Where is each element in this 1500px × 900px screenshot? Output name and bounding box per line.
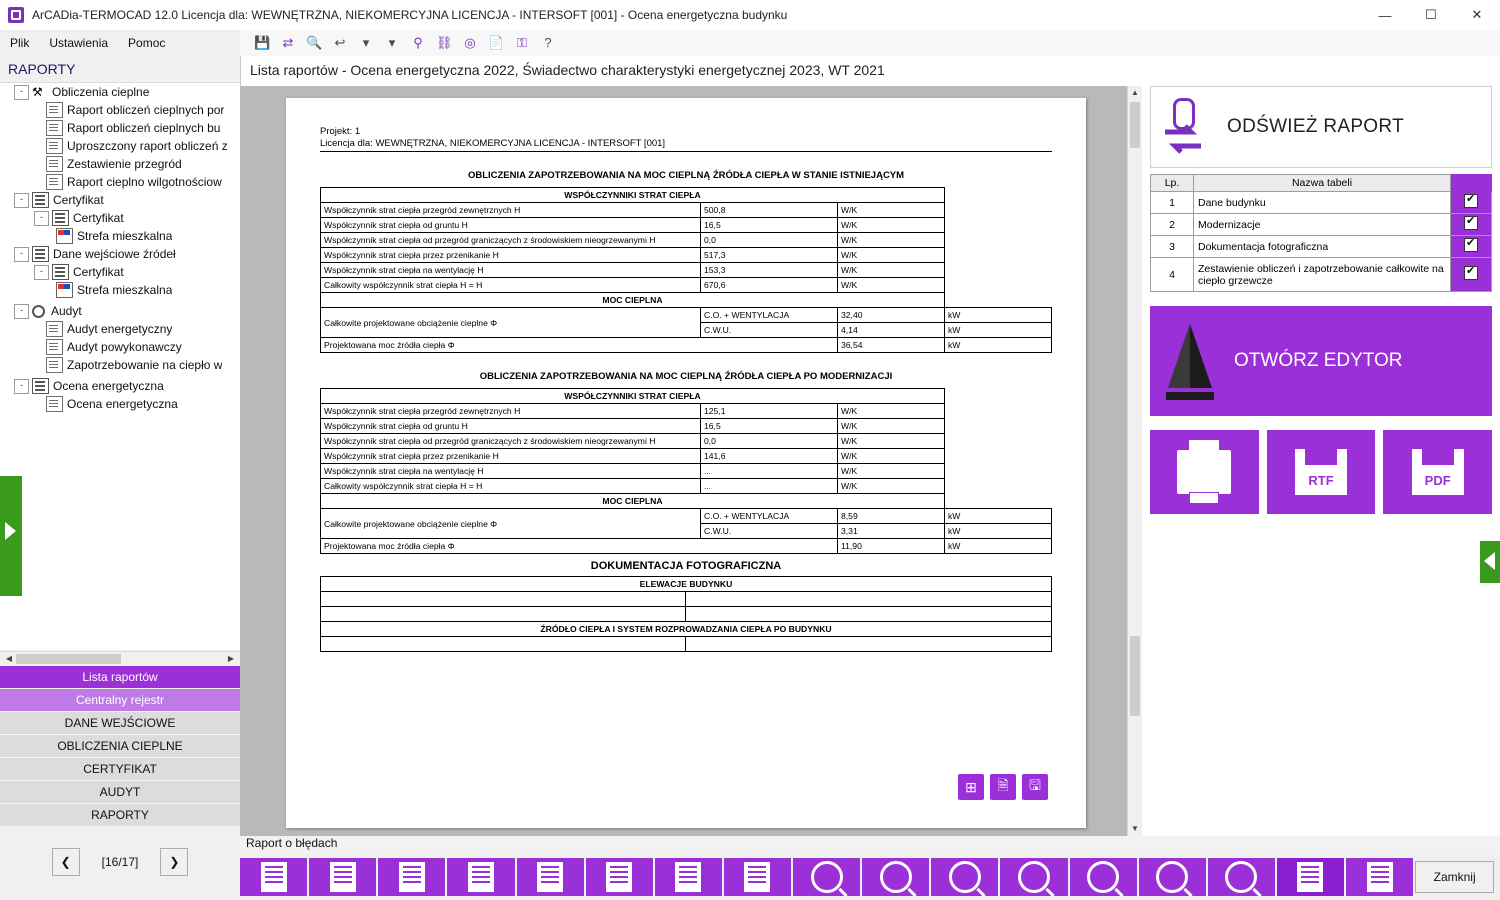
tree-item-label: Dane wejściowe źródeł — [53, 247, 176, 261]
document-icon — [1367, 862, 1393, 892]
pager — [0, 842, 240, 882]
report-table-2-button[interactable] — [517, 858, 584, 896]
chevron-down-icon[interactable]: ▾ — [362, 35, 370, 50]
tree-item[interactable] — [0, 191, 240, 209]
tree-item[interactable] — [0, 155, 240, 173]
document-preview[interactable] — [240, 86, 1142, 836]
report-tree[interactable] — [0, 82, 240, 650]
new-page-icon[interactable]: 🗎 — [990, 774, 1016, 800]
row-unit: W/K — [838, 203, 945, 218]
row-lp: 4 — [1151, 258, 1194, 292]
table-row — [321, 203, 1052, 218]
row-label: Całkowity współczynnik strat ciepła H = H — [321, 278, 701, 293]
rtf-file-icon — [1295, 449, 1347, 495]
row-value: 153,3 — [701, 263, 838, 278]
page-title: Lista raportów - Ocena energetyczna 2022, Świadectwo charakterystyki energetycznej 2023, WT 2021 — [240, 56, 1500, 86]
tree-item-label: Strefa mieszkalna — [77, 229, 173, 243]
table-existing-heat-loss — [320, 187, 1052, 353]
expander-icon[interactable]: - — [14, 85, 29, 100]
active-report-button[interactable] — [1277, 858, 1344, 896]
row-checkbox[interactable] — [1451, 192, 1492, 214]
tree-item-label: Audyt — [51, 304, 82, 318]
row-value: 670,6 — [701, 278, 838, 293]
report-doc-2-button[interactable] — [309, 858, 376, 896]
doc-icon — [46, 174, 63, 190]
row-label: Współczynnik strat ciepła od przegród graniczących z środowiskiem nieogrzewanymi H — [321, 233, 701, 248]
row-unit: W/K — [838, 479, 945, 494]
row-label: Całkowite projektowane obciążenie cieplne Φ — [321, 509, 701, 539]
link-icon[interactable]: ⛓ — [436, 35, 453, 50]
expander-icon[interactable]: - — [34, 265, 49, 280]
minimize-icon[interactable]: — — [1378, 7, 1392, 23]
app-icon — [8, 7, 24, 23]
row-value: 517,3 — [701, 248, 838, 263]
table-row — [321, 539, 1052, 554]
row-name: C.O. + WENTYLACJA — [701, 509, 838, 524]
search-icon — [32, 305, 45, 318]
tree-item[interactable] — [0, 119, 240, 137]
row-unit: kW — [945, 323, 1052, 338]
tree-item-label: Raport obliczeń cieplnych bu — [67, 121, 221, 135]
row-unit: kW — [945, 524, 1052, 539]
pdf-file-icon — [1412, 449, 1464, 495]
col-lp: Lp. — [1151, 175, 1194, 192]
magnifier-icon — [880, 861, 912, 893]
checkbox-icon[interactable] — [1464, 238, 1478, 252]
list-icon — [52, 210, 69, 226]
row-unit: W/K — [838, 233, 945, 248]
save-page-icon[interactable]: 🖫 — [1022, 774, 1048, 800]
scroll-left-icon[interactable]: ◀ — [5, 654, 13, 663]
row-value: 0,0 — [701, 233, 838, 248]
list-icon — [32, 246, 49, 262]
tree-item-label: Certyfikat — [53, 193, 104, 207]
last-report-button[interactable] — [1346, 858, 1413, 896]
tables-list[interactable] — [1150, 174, 1492, 292]
list-icon — [32, 378, 49, 394]
row-value: 3,31 — [838, 524, 945, 539]
table-modernized-heat-loss — [320, 388, 1052, 554]
table-icon — [606, 862, 632, 892]
tree-item[interactable] — [0, 173, 240, 191]
undo-icon[interactable]: ↩ — [334, 35, 346, 50]
row-unit: W/K — [838, 278, 945, 293]
tree-item[interactable] — [0, 320, 240, 338]
row-name: Dane budynku — [1194, 192, 1451, 214]
error-report-label: Raport o błędach — [240, 836, 1500, 854]
nav-item-certyfikat[interactable]: CERTYFIKAT — [0, 758, 240, 781]
table-row — [321, 637, 1052, 652]
close-button[interactable]: Zamknij — [1415, 861, 1494, 893]
tree-item-label: Zestawienie przegród — [67, 157, 182, 171]
row-name: Modernizacje — [1194, 214, 1451, 236]
row-unit: kW — [945, 338, 1052, 353]
project-label: Projekt: 1 — [320, 126, 361, 137]
table-row — [321, 419, 1052, 434]
document-icon[interactable]: 📄 — [488, 35, 505, 50]
document-icon — [330, 862, 356, 892]
row-label: Współczynnik strat ciepła od gruntu H — [321, 419, 701, 434]
scroll-right-icon[interactable]: ▶ — [227, 654, 235, 663]
prev-page-button[interactable]: ❮ — [52, 848, 80, 876]
report-doc-1-button[interactable] — [240, 858, 307, 896]
nav-item-raporty[interactable]: RAPORTY — [0, 804, 240, 827]
tree-item[interactable] — [0, 245, 240, 263]
export-rtf-button[interactable] — [1267, 430, 1376, 514]
row-name: Zestawienie obliczeń i zapotrzebowanie całkowite na ciepło grzewcze — [1194, 258, 1451, 292]
export-pdf-button[interactable] — [1383, 430, 1492, 514]
left-collapse-tab[interactable] — [0, 476, 22, 596]
next-page-button[interactable]: ❯ — [160, 848, 188, 876]
list-icon — [52, 264, 69, 280]
row-value: ... — [701, 464, 838, 479]
checkbox-icon[interactable] — [1464, 194, 1478, 208]
tree-item[interactable] — [0, 209, 240, 227]
magnifier-icon — [1087, 861, 1119, 893]
tree-item[interactable] — [0, 137, 240, 155]
tree-item-label: Audyt powykonawczy — [67, 340, 182, 354]
row-label: Całkowite projektowane obciążenie cieplne Φ — [321, 308, 701, 338]
magnifier-icon — [949, 861, 981, 893]
rtf-label: RTF — [1308, 473, 1334, 488]
doc-icon — [46, 321, 63, 337]
menu-item-plik[interactable]: Plik — [10, 36, 30, 50]
table-row — [321, 509, 1052, 524]
photo-cell — [321, 637, 686, 652]
photo-cell — [321, 592, 686, 607]
row-label: Współczynnik strat ciepła przez przenikanie H — [321, 248, 701, 263]
window-controls — [1362, 0, 1500, 30]
license-line: Licencja dla: WEWNĘTRZNA, NIEKOMERCYJNA LICENCJA - INTERSOFT [001] — [320, 138, 1052, 152]
preview-icon[interactable]: 🔍 — [306, 35, 323, 50]
doc-icon — [46, 357, 63, 373]
col-nazwa: Nazwa tabeli — [1194, 175, 1451, 192]
report-table-3-button[interactable] — [586, 858, 653, 896]
row-value: 500,8 — [701, 203, 838, 218]
list-icon — [744, 862, 770, 892]
row-unit: W/K — [838, 404, 945, 419]
table-header: WSPÓŁCZYNNIKI STRAT CIEPŁA — [321, 389, 945, 404]
table-header: MOC CIEPLNA — [321, 494, 945, 509]
table-row — [321, 278, 1052, 293]
pdf-label: PDF — [1424, 473, 1451, 488]
photo-cell — [321, 607, 686, 622]
list-icon — [32, 192, 49, 208]
table-header: ELEWACJE BUDYNKU — [321, 577, 1052, 592]
window-title: ArCADia-TERMOCAD 12.0 Licencja dla: WEWNĘTRZNA, NIEKOMERCYJNA LICENCJA - INTERSOFT [001] - Ocena energetyczna budynku — [32, 8, 788, 22]
refresh-report-icon — [1151, 92, 1221, 162]
row-unit: W/K — [838, 419, 945, 434]
tree-item-label: Certyfikat — [73, 265, 124, 279]
row-value: 11,90 — [838, 539, 945, 554]
add-page-icon[interactable]: ⊞ — [958, 774, 984, 800]
tree-item[interactable] — [0, 227, 240, 245]
nav-item-centralny-rejestr[interactable]: Centralny rejestr — [0, 689, 240, 712]
scroll-down-icon[interactable]: ▼ — [1131, 824, 1139, 833]
doc-icon — [46, 156, 63, 172]
table-row — [321, 233, 1052, 248]
lock-icon[interactable]: ⚿ — [517, 35, 527, 50]
panel-header: RAPORTY — [8, 61, 76, 77]
refresh-icon[interactable]: ⇄ — [282, 35, 294, 50]
bottom-toolbar — [240, 854, 1500, 900]
row-unit: W/K — [838, 464, 945, 479]
tree-horizontal-scrollbar[interactable] — [0, 651, 240, 666]
preview-4-button[interactable] — [1000, 858, 1067, 896]
magnifier-icon — [1018, 861, 1050, 893]
scroll-up-icon[interactable]: ▲ — [1131, 88, 1139, 97]
toolbar — [240, 30, 1500, 56]
row-value: ... — [701, 479, 838, 494]
expander-icon[interactable]: - — [14, 379, 29, 394]
preview-5-button[interactable] — [1070, 858, 1137, 896]
table-row — [1151, 258, 1492, 292]
document-icon — [261, 862, 287, 892]
title-bar — [0, 0, 1500, 31]
table-icon — [468, 862, 494, 892]
cycle-arrows-icon — [1161, 122, 1205, 156]
table-row — [321, 338, 1052, 353]
tool-icon: ⚒ — [32, 85, 43, 99]
tree-item-label: Strefa mieszkalna — [77, 283, 173, 297]
report-page — [286, 98, 1086, 828]
row-value: 141,6 — [701, 449, 838, 464]
tree-item[interactable] — [0, 101, 240, 119]
table-row — [1151, 192, 1492, 214]
tree-item-label: Certyfikat — [73, 211, 124, 225]
table-row — [321, 308, 1052, 323]
row-unit: kW — [945, 509, 1052, 524]
table-row — [321, 404, 1052, 419]
expander-icon[interactable]: - — [14, 193, 29, 208]
row-label: Projektowana moc źródła ciepła Φ — [321, 338, 838, 353]
tree-item-label: Audyt energetyczny — [67, 322, 173, 336]
row-label: Współczynnik strat ciepła od przegród graniczących z środowiskiem nieogrzewanymi H — [321, 434, 701, 449]
tree-item[interactable] — [0, 83, 240, 101]
close-icon[interactable]: ✕ — [1471, 7, 1483, 22]
chevron-right-icon — [5, 522, 16, 540]
page-action-buttons — [958, 774, 1048, 800]
tree-item[interactable] — [0, 263, 240, 281]
doc-icon — [46, 138, 63, 154]
tree-item-label: Zapotrzebowanie na ciepło w — [67, 358, 223, 372]
photo-cell — [686, 637, 1052, 652]
doc-icon — [46, 339, 63, 355]
row-value: 4,14 — [838, 323, 945, 338]
row-checkbox[interactable] — [1451, 258, 1492, 292]
expander-icon[interactable]: - — [34, 211, 49, 226]
row-unit: kW — [945, 308, 1052, 323]
refresh-report-label: ODŚWIEŻ RAPORT — [1227, 116, 1404, 137]
right-panel — [1142, 86, 1500, 836]
document-icon — [399, 862, 425, 892]
row-label: Całkowity współczynnik strat ciepła H = H — [321, 479, 701, 494]
page-indicator: [16/17] — [101, 855, 139, 869]
row-label: Projektowana moc źródła ciepła Φ — [321, 539, 838, 554]
printer-icon — [1177, 450, 1231, 494]
row-name: C.O. + WENTYLACJA — [701, 308, 838, 323]
table-row — [1151, 236, 1492, 258]
row-checkbox[interactable] — [1451, 214, 1492, 236]
row-unit: W/K — [838, 248, 945, 263]
row-unit: W/K — [838, 263, 945, 278]
table-photo-elevations — [320, 576, 1052, 652]
preview-6-button[interactable] — [1139, 858, 1206, 896]
tree-item[interactable] — [0, 395, 240, 413]
scroll-thumb[interactable] — [16, 654, 121, 664]
scroll-thumb[interactable] — [1130, 636, 1140, 716]
plug-icon[interactable]: ⚲ — [413, 35, 423, 50]
chevron-left-icon — [1484, 552, 1495, 570]
table-row — [321, 464, 1052, 479]
tree-item[interactable] — [0, 356, 240, 374]
row-lp: 2 — [1151, 214, 1194, 236]
tree-item-label: Raport cieplno wilgotnościow — [67, 175, 222, 189]
table-row — [1151, 214, 1492, 236]
left-panel — [0, 56, 241, 900]
table-row — [321, 479, 1052, 494]
expander-icon[interactable]: - — [14, 247, 29, 262]
doc-icon — [46, 396, 63, 412]
open-editor-label: OTWÓRZ EDYTOR — [1234, 350, 1403, 371]
scroll-thumb-top[interactable] — [1130, 102, 1140, 148]
table-row — [321, 218, 1052, 233]
report-list-1-button[interactable] — [655, 858, 722, 896]
checkbox-icon[interactable] — [1464, 216, 1478, 230]
row-lp: 1 — [1151, 192, 1194, 214]
preview-7-button[interactable] — [1208, 858, 1275, 896]
tree-item[interactable] — [0, 302, 240, 320]
doc-icon — [46, 120, 63, 136]
tree-item-label: Obliczenia cieplne — [52, 85, 150, 99]
checkbox-icon[interactable] — [1464, 266, 1478, 280]
table-header: WSPÓŁCZYNNIKI STRAT CIEPŁA — [321, 188, 945, 203]
flag-icon — [56, 228, 73, 244]
editor-pen-icon — [1150, 316, 1230, 406]
nav-item-dane-wejsciowe[interactable]: DANE WEJŚCIOWE — [0, 712, 240, 735]
maximize-icon[interactable]: ☐ — [1425, 7, 1437, 22]
report-table-1-button[interactable] — [447, 858, 514, 896]
row-unit: W/K — [838, 449, 945, 464]
document-icon — [1297, 862, 1323, 892]
tree-item[interactable] — [0, 281, 240, 299]
section-title-modernized: OBLICZENIA ZAPOTRZEBOWANIA NA MOC CIEPLNĄ ŹRÓDŁA CIEPŁA PO MODERNIZACJI — [479, 371, 893, 382]
row-value: 32,40 — [838, 308, 945, 323]
menu-bar — [0, 30, 240, 56]
table-header: ŹRÓDŁO CIEPŁA I SYSTEM ROZPROWADZANIA CIEPŁA PO BUDYNKU — [321, 622, 1052, 637]
table-row — [321, 607, 1052, 622]
right-collapse-tab[interactable] — [1480, 541, 1500, 583]
table-row — [321, 592, 1052, 607]
photo-cell — [686, 607, 1052, 622]
help-icon[interactable]: ? — [544, 35, 552, 50]
nav-item-obliczenia-cieplne[interactable]: OBLICZENIA CIEPLNE — [0, 735, 240, 758]
table-header-row — [1151, 175, 1492, 192]
row-value: 16,5 — [701, 419, 838, 434]
table-icon — [537, 862, 563, 892]
flag-icon — [56, 282, 73, 298]
target-icon[interactable]: ◎ — [464, 35, 476, 50]
row-checkbox[interactable] — [1451, 236, 1492, 258]
filter-icon[interactable]: ▾ — [388, 35, 396, 50]
tree-item[interactable] — [0, 377, 240, 395]
row-name: C.W.U. — [701, 524, 838, 539]
row-unit: kW — [945, 539, 1052, 554]
expander-icon[interactable]: - — [14, 304, 29, 319]
preview-1-button[interactable] — [793, 858, 860, 896]
row-name: C.W.U. — [701, 323, 838, 338]
section-title-photo: DOKUMENTACJA FOTOGRAFICZNA — [590, 560, 782, 572]
row-label: Współczynnik strat ciepła na wentylację H — [321, 263, 701, 278]
section-title-existing: OBLICZENIA ZAPOTRZEBOWANIA NA MOC CIEPLNĄ ŹRÓDŁA CIEPŁA W STANIE ISTNIEJĄCYM — [467, 170, 905, 181]
row-label: Współczynnik strat ciepła przegród zewnętrznych H — [321, 203, 701, 218]
tree-item-label: Ocena energetyczna — [53, 379, 164, 393]
table-header: MOC CIEPLNA — [321, 293, 945, 308]
table-row — [321, 248, 1052, 263]
nav-list — [0, 666, 240, 836]
print-button[interactable] — [1150, 430, 1259, 514]
open-editor-button[interactable] — [1150, 306, 1492, 416]
row-value: 125,1 — [701, 404, 838, 419]
row-value: 16,5 — [701, 218, 838, 233]
report-doc-3-button[interactable] — [378, 858, 445, 896]
table-row — [321, 434, 1052, 449]
row-unit: W/K — [838, 434, 945, 449]
document-vertical-scrollbar[interactable] — [1127, 86, 1142, 836]
row-label: Współczynnik strat ciepła od gruntu H — [321, 218, 701, 233]
tree-item[interactable] — [0, 338, 240, 356]
row-value: 0,0 — [701, 434, 838, 449]
row-lp: 3 — [1151, 236, 1194, 258]
row-label: Współczynnik strat ciepła na wentylację H — [321, 464, 701, 479]
save-icon[interactable]: 💾 — [254, 35, 271, 50]
menu-item-ustawienia[interactable]: Ustawienia — [49, 36, 109, 50]
report-list-2-button[interactable] — [724, 858, 791, 896]
row-unit: W/K — [838, 218, 945, 233]
tree-item-label: Ocena energetyczna — [67, 397, 178, 411]
row-value: 8,59 — [838, 509, 945, 524]
row-label: Współczynnik strat ciepła przez przenikanie H — [321, 449, 701, 464]
tree-item-label: Raport obliczeń cieplnych por — [67, 103, 225, 117]
export-buttons — [1150, 430, 1492, 514]
preview-3-button[interactable] — [931, 858, 998, 896]
refresh-report-button[interactable] — [1150, 86, 1492, 168]
row-name: Dokumentacja fotograficzna — [1194, 236, 1451, 258]
row-label: Współczynnik strat ciepła przegród zewnętrznych H — [321, 404, 701, 419]
doc-icon — [46, 102, 63, 118]
magnifier-icon — [811, 861, 843, 893]
magnifier-icon — [1225, 861, 1257, 893]
table-row — [321, 449, 1052, 464]
col-check — [1451, 175, 1492, 192]
preview-2-button[interactable] — [862, 858, 929, 896]
tree-item-label: Uproszczony raport obliczeń z — [67, 139, 228, 153]
row-value: 36,54 — [838, 338, 945, 353]
table-row — [321, 263, 1052, 278]
photo-cell — [686, 592, 1052, 607]
magnifier-icon — [1156, 861, 1188, 893]
list-icon — [675, 862, 701, 892]
nav-item-audyt[interactable]: AUDYT — [0, 781, 240, 804]
nav-item-lista-raportow[interactable]: Lista raportów — [0, 666, 240, 689]
menu-item-pomoc[interactable]: Pomoc — [128, 36, 166, 50]
